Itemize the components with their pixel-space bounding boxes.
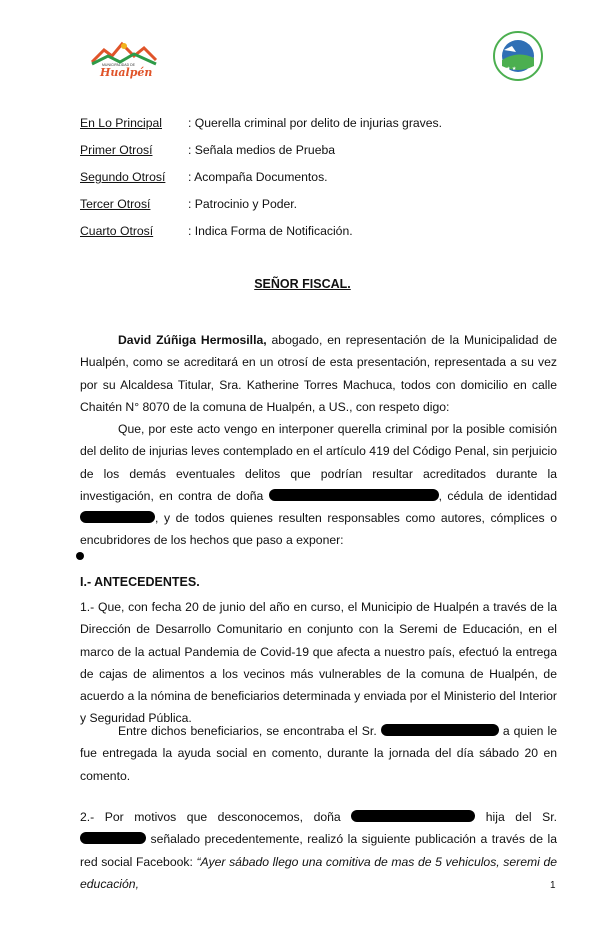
logo-caption: MUNICIPALIDAD DE [102,63,135,67]
sumilla-value: : Acompaña Documentos. [188,170,328,184]
complaint-text: , y de todos quienes resulten responsables como autores, cómplices o encubridores de los hechos que paso a exponer: [80,511,557,548]
antecedent-paragraph-1: 1.- Que, con fecha 20 de junio del año en curso, el Municipio de Hualpén a través de la Dirección de Desarrollo Comunitario en conjunto con la Seremi de Educación, en el marco de la actual Pandemia de Covid-19 que afecta a nuestro país, efectuó la entrega de cajas de alimentos a los vecinos más vulnerables de la comuna de Hualpén, de acuerdo a la nómina de beneficiarios determinada y enviada por el Ministerio del Interior y Seguridad Pública. [80,600,557,726]
complaint-paragraph [80,418,557,552]
municipality-logo [90,40,160,80]
intro-paragraph [80,329,557,418]
redaction-bar [381,724,499,736]
beneficiary-paragraph [80,720,557,787]
environmental-certification-seal [492,30,544,82]
sumilla-key: Segundo Otrosí [80,170,166,184]
beneficiary-text: a quien le fue entregada la ayuda social en comento, durante la jornada del día sábado 20 en comento. [80,724,557,783]
sumilla-key: Cuarto Otrosí [80,224,154,238]
logo-text: Hualpén [100,66,153,79]
page-number: 1 [550,880,556,891]
sumilla-value: : Patrocinio y Poder. [188,197,298,211]
redaction-dot [76,552,84,560]
facebook-quote: “Ayer sábado llego una comitiva de mas de 5 vehiculos, seremi de educación, [80,854,557,891]
complaint-text: Que, por este acto vengo en interponer querella criminal por la posible comisión del delito de injurias leves contemplado en el artículo 419 del Código Penal, sin perjuicio de los demás eventuales delitos que podrían resultar acreditados durante la investigación, en contra de doña [80,422,557,503]
document-title: SEÑOR FISCAL. [254,277,351,291]
antecedent-text: señalado precedentemente, realizó la siguiente publicación a través de la red social Facebook: [80,832,557,869]
antecedent-text: hija del Sr. [475,810,557,824]
complaint-text: , cédula de identidad [438,488,557,503]
redaction-bar [80,832,146,844]
redaction-bar [351,810,475,822]
antecedent-text: 2.- Por motivos que desconocemos, doña [80,810,352,824]
sumilla-value: : Querella criminal por delito de injurias graves. [188,116,443,130]
antecedent-paragraph-2 [80,806,557,895]
section-heading: I.- ANTECEDENTES. [80,575,200,589]
beneficiary-text: Entre dichos beneficiarios, se encontraba el Sr. [118,724,381,738]
sumilla-key: Tercer Otrosí [80,197,151,211]
author-name: David Zúñiga Hermosilla, [118,333,267,347]
sumilla-key: Primer Otrosí [80,143,153,157]
sumilla-value: : Señala medios de Prueba [188,143,336,157]
svg-text:★ ★: ★ ★ [506,66,517,72]
sumilla-key: En Lo Principal [80,116,162,130]
redaction-bar [80,511,155,523]
sumilla-value: : Indica Forma de Notificación. [188,224,353,238]
intro-text: abogado, en representación de la Municipalidad de Hualpén, como se acreditará en un otrosí de esta presentación, representada a su vez por su Alcaldesa Titular, Sra. Katherine Torres Machuca, todos con domicilio en calle Chaitén N° 8070 de la comuna de Hualpén, a US., con respeto digo: [80,333,557,414]
redaction-bar [269,489,439,501]
